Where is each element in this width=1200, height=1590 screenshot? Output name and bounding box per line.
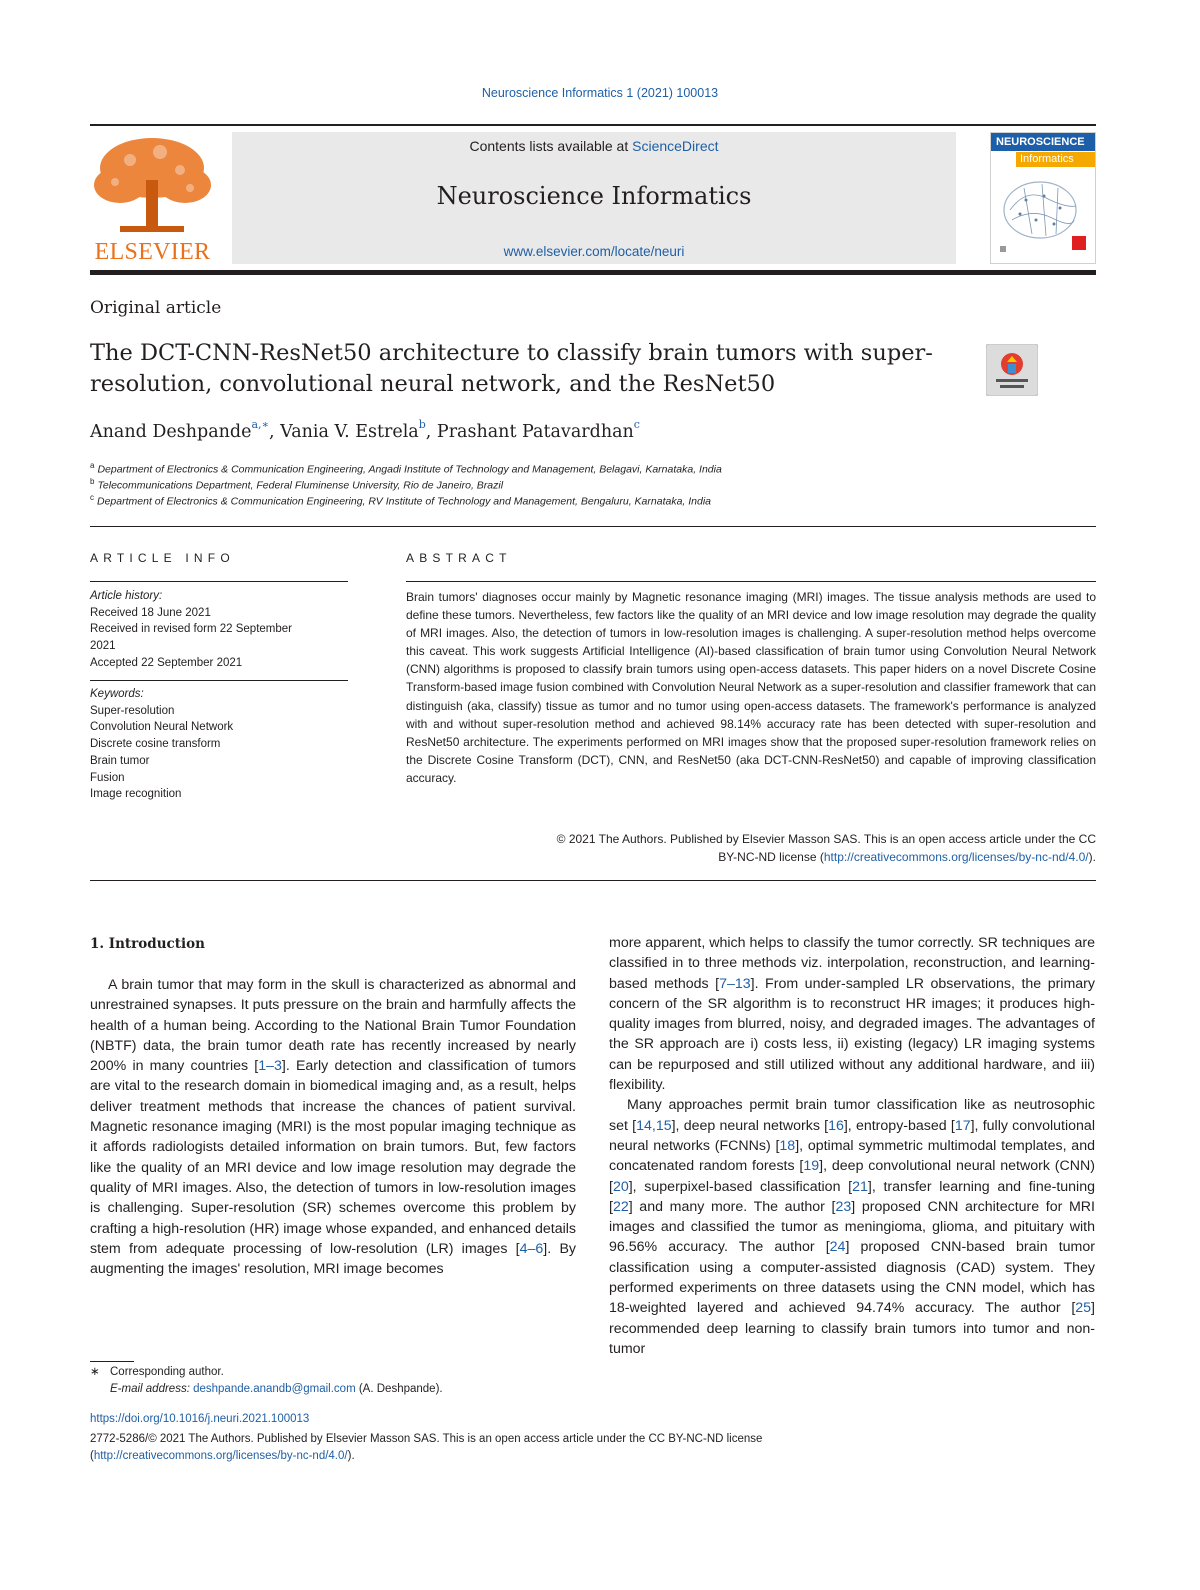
- citation-link[interactable]: 23: [835, 1198, 852, 1215]
- section-rule: [90, 526, 1096, 527]
- footer-license-prefix: (: [90, 1450, 94, 1462]
- citation-link[interactable]: 14,15: [636, 1117, 672, 1134]
- body-text: ] and many more. The author [: [628, 1198, 836, 1215]
- body-column-right: [609, 933, 1095, 1359]
- citation-link[interactable]: 22: [612, 1198, 629, 1215]
- citation-link[interactable]: 19: [803, 1158, 820, 1175]
- affiliation-text: Department of Electronics & Communication Engineering, Angadi Institute of Technology and Management, Belagavi, Karnataka, India: [97, 463, 722, 476]
- abstract-heading: ABSTRACT: [406, 551, 512, 565]
- body-paragraph: [90, 975, 576, 1279]
- journal-url-link[interactable]: www.elsevier.com/locate/neuri: [503, 244, 685, 259]
- email-suffix: (A. Deshpande).: [355, 1383, 443, 1395]
- cover-brain-image: [996, 168, 1092, 260]
- body-paragraph: [609, 933, 1095, 1095]
- article-title: The DCT-CNN-ResNet50 architecture to classify brain tumors with super-resolution, convolutional neural network, and the ResNet50: [90, 340, 933, 397]
- citation-link[interactable]: 18: [779, 1137, 796, 1154]
- body-text: ]. From under-sampled LR observations, the primary concern of the SR algorithm is to reconstruct HR images; it produces high-quality images from blurred, noisy, and degraded images. The advantages of the SR approach are i) costs less, ii) existing (legacy) LR imaging systems can be repurposed and still utilized without any additional hardware, and iii) flexibility.: [609, 975, 1095, 1094]
- journal-reference[interactable]: Neuroscience Informatics 1 (2021) 100013: [481, 86, 719, 100]
- footer-license-link[interactable]: http://creativecommons.org/licenses/by-nc-nd/4.0/: [93, 1450, 348, 1462]
- author-affiliation-marker[interactable]: c: [633, 418, 640, 431]
- history-item: Accepted 22 September 2021: [90, 656, 243, 669]
- article-info-heading: ARTICLE INFO: [90, 551, 235, 565]
- body-text: ], deep neural networks [: [671, 1117, 829, 1134]
- license-link[interactable]: http://creativecommons.org/licenses/by-nc-nd/4.0/: [823, 850, 1089, 865]
- cover-subtitle: Informatics: [1016, 152, 1095, 167]
- issn-line: 2772-5286/© 2021 The Authors. Published by Elsevier Masson SAS. This is an open access article under the CC BY-NC-ND license: [90, 1433, 763, 1445]
- affiliation-key: a: [90, 461, 95, 470]
- article-info-rule: [90, 581, 348, 582]
- section-rule: [90, 880, 1096, 881]
- body-text: ], deep convolutional neural network (CNN) [: [609, 1158, 1095, 1195]
- body-text: A brain tumor that may form in the skull is characterized as abnormal and unrestrained synapses. It puts pressure on the brain and harmfully affects the health of a human being. According to the National Brain Tumor Foundation (NBTF) data, the brain tumor death rate has recently increased by nearly 200% in many countries [: [90, 977, 576, 1075]
- citation-link[interactable]: 24: [829, 1239, 846, 1256]
- citation-link[interactable]: 21: [852, 1178, 868, 1195]
- history-item: Received 18 June 2021: [90, 606, 211, 619]
- author-name: Vania V. Estrela: [280, 421, 419, 442]
- doi-link[interactable]: https://doi.org/10.1016/j.neuri.2021.100013: [90, 1413, 310, 1425]
- author-affiliation-marker[interactable]: a,∗: [251, 418, 270, 431]
- body-text: ]. By augmenting the images' resolution, MRI image becomes: [90, 1240, 576, 1278]
- affiliation-key: c: [90, 493, 94, 502]
- author-affiliation-marker[interactable]: b: [418, 418, 426, 431]
- citation-link[interactable]: 7–13: [719, 975, 751, 992]
- keyword: Brain tumor: [90, 754, 150, 767]
- keyword: Discrete cosine transform: [90, 738, 221, 751]
- affiliation-a: [90, 461, 722, 476]
- citation-link[interactable]: 20: [612, 1178, 629, 1195]
- cover-title: NEUROSCIENCE: [991, 133, 1095, 151]
- abstract-copyright: [406, 830, 1096, 866]
- history-item: 2021: [90, 640, 116, 653]
- keywords: [90, 686, 348, 803]
- keywords-label: Keywords:: [90, 688, 144, 700]
- body-paragraph: [609, 1095, 1095, 1359]
- contents-line: [232, 138, 956, 154]
- body-text: ] recommended deep learning to classify brain tumors into tumor and non-tumor: [609, 1300, 1095, 1357]
- email-label: E-mail address:: [110, 1383, 194, 1395]
- citation-link[interactable]: 17: [954, 1117, 971, 1134]
- body-text: ]. Early detection and classification of tumors are vital to the research domain in biomedical imaging and, as a result, helps deliver treatment methods that increase the chances of patient survival. Magnetic resonance imaging (MRI) is the most popular imaging technique as it affords radiologists detailed information on brain tumors. But, few factors like the quality of an MRI device and low image resolution may degrade the quality of MRI images. Also, the detection of tumors in low-resolution images is challenging. Super-resolution (SR) schemes overcome this problem by crafting a high-resolution (HR) image whose expanded, and enhanced details stem from adequate processing of low-resolution (LR) images [: [90, 1058, 576, 1257]
- elsevier-wordmark: ELSEVIER: [94, 239, 211, 265]
- keyword: Image recognition: [90, 788, 182, 801]
- keyword: Convolution Neural Network: [90, 721, 234, 734]
- check-for-updates-icon[interactable]: [986, 344, 1038, 396]
- abstract-rule: [406, 581, 1096, 582]
- body-text: ], fully convolutional neural networks (FCNNs) [: [609, 1117, 1095, 1154]
- affiliation-b: [90, 477, 503, 492]
- journal-title: Neuroscience Informatics: [436, 182, 752, 210]
- author-list: [90, 420, 640, 442]
- body-column-left: [90, 975, 576, 1279]
- sciencedirect-link[interactable]: ScienceDirect: [632, 138, 719, 154]
- article-type: Original article: [90, 298, 222, 318]
- body-text: ] proposed CNN-based brain tumor classification using a computer-assisted diagnosis (CAD) system. They performed experiments on three datasets using the CNN model, which has 18-weighted layered and achieved 94.74% accuracy. The author [: [609, 1239, 1095, 1317]
- keyword: Super-resolution: [90, 704, 175, 717]
- footer-license-suffix: ).: [347, 1450, 355, 1462]
- author-name: Anand Deshpande: [90, 421, 252, 442]
- history-label: Article history:: [90, 590, 163, 602]
- license-line: [406, 848, 1096, 866]
- masthead-thick-rule: [90, 270, 1096, 275]
- contents-prefix: Contents lists available at: [469, 138, 633, 154]
- body-text: ] proposed CNN architecture for MRI images and classified the tumor as meningioma, glioma, and pituitary with 96.56% accuracy. The author [: [609, 1198, 1095, 1256]
- body-text: ], transfer learning and fine-tuning [: [609, 1178, 1095, 1215]
- license-suffix: ).: [1088, 850, 1096, 865]
- author-separator: ,: [269, 421, 281, 442]
- footnote-star: ∗: [90, 1366, 100, 1378]
- issn-license-footer: [90, 1431, 1090, 1465]
- article-history: [90, 588, 348, 672]
- citation-link[interactable]: 16: [828, 1117, 844, 1134]
- corresponding-label: Corresponding author.: [110, 1366, 224, 1378]
- copyright-line: © 2021 The Authors. Published by Elsevier Masson SAS. This is an open access article under the CC: [556, 832, 1096, 846]
- citation-link[interactable]: 4–6: [519, 1240, 544, 1257]
- keyword: Fusion: [90, 771, 125, 784]
- author-name: Prashant Patavardhan: [436, 421, 634, 442]
- introduction-heading: 1. Introduction: [90, 936, 205, 952]
- top-rule: [90, 124, 1096, 126]
- body-text: ], optimal symmetric multimodal templates, and concatenated random forests [: [609, 1137, 1095, 1175]
- license-prefix: BY-NC-ND license (: [718, 850, 824, 865]
- author-separator: ,: [425, 421, 437, 442]
- corresponding-author-footnote: [90, 1364, 443, 1398]
- footnote-rule: [90, 1361, 134, 1362]
- article-info-rule: [90, 680, 348, 681]
- body-text: ], superpixel-based classification [: [628, 1178, 853, 1195]
- email-link[interactable]: deshpande.anandb@gmail.com: [193, 1383, 356, 1395]
- footer-license-line: [90, 1448, 1090, 1465]
- body-text: ], entropy-based [: [843, 1117, 955, 1134]
- affiliation-key: b: [90, 477, 95, 486]
- affiliation-text: Department of Electronics & Communication Engineering, RV Institute of Technology and Management, Bengaluru, Karnataka, India: [97, 495, 712, 508]
- citation-link[interactable]: 1–3: [258, 1058, 282, 1075]
- body-text: Many approaches permit brain tumor classification like as neutrosophic set [: [609, 1097, 1095, 1134]
- body-text: more apparent, which helps to classify the tumor correctly. SR techniques are classified in to three methods viz. interpolation, reconstruction, and learning-based methods [: [609, 935, 1095, 992]
- abstract-text: Brain tumors' diagnoses occur mainly by Magnetic resonance imaging (MRI) images. The tissue analysis methods are used to define these tumors. Nevertheless, few factors like the quality of an MRI device and low image resolution may degrade the quality of MRI images. Also, the detection of tumors in low-resolution images is challenging. A super-resolution method helps overcome this caveat. This work suggests Artificial Intelligence (AI)-based classification of brain tumor using Convolution Neural Network (CNN) algorithms is proposed to classify brain tumors using open-access datasets. This paper hiders on a novel Discrete Cosine Transform-based image fusion combined with Convolution Neural Network as a super-resolution and classifier framework that can distinguish (aka, classify) tissue as tumor and no tumor using open-access datasets. The framework's performance is analyzed with and without super-resolution method and achieved 98.14% accuracy rate has been detected with super-resolution and ResNet50 architecture. The experiments performed on MRI images show that the proposed super-resolution framework relies on the Discrete Cosine Transform (DCT), CNN, and ResNet50 (aka DCT-CNN-ResNet50) and capable of improving classification accuracy.: [406, 590, 1096, 785]
- citation-link[interactable]: 25: [1075, 1300, 1092, 1317]
- affiliation-text: Telecommunications Department, Federal Fluminense University, Rio de Janeiro, Brazil: [97, 479, 504, 492]
- affiliation-c: [90, 493, 711, 508]
- history-item: Received in revised form 22 September: [90, 623, 292, 636]
